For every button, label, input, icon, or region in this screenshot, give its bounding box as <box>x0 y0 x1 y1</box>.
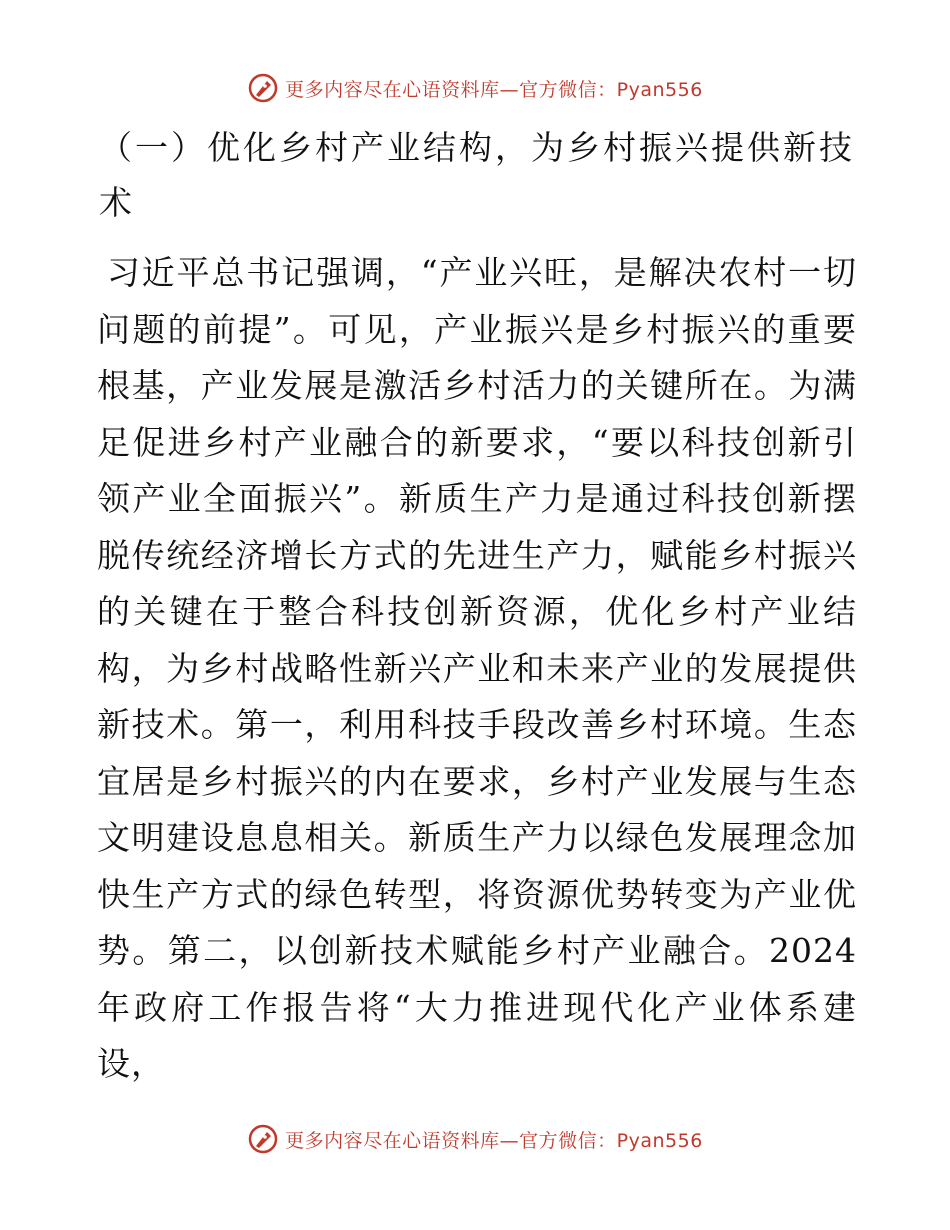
pen-nib-circle-icon <box>247 72 279 104</box>
pen-nib-circle-icon <box>247 1123 279 1155</box>
section-heading: （一）优化乡村产业结构，为乡村振兴提供新技术 <box>99 128 855 222</box>
footer-watermark <box>0 1123 950 1155</box>
watermark-text: 更多内容尽在心语资料库—官方微信：Pyan556 <box>285 78 703 101</box>
body-paragraph: 习近平总书记强调，“产业兴旺，是解决农村一切问题的前提”。可见，产业振兴是乡村振兴的重要根基，产业发展是激活乡村活力的关键所在。为满足促进乡村产业融合的新要求，“要以科技创新引领产业全面振兴”。新质生产力是通过科技创新摆脱传统经济增长方式的先进生产力，赋能乡村振兴的关键在于整合科技创新资源，优化乡村产业结构，为乡村战略性新兴产业和未来产业的发展提供新技术。第一，利用科技手段改善乡村环境。生态宜居是乡村振兴的内在要求，乡村产业发展与生态文明建设息息相关。新质生产力以绿色发展理念加快生产方式的绿色转型，将资源优势转变为产业优势。第二，以创新技术赋能乡村产业融合。2024年政府工作报告将“大力推进现代化产业体系建设， <box>97 253 857 1083</box>
watermark-text: 更多内容尽在心语资料库—官方微信：Pyan556 <box>285 1129 703 1152</box>
header-watermark <box>0 72 950 104</box>
document-body <box>97 120 857 1093</box>
